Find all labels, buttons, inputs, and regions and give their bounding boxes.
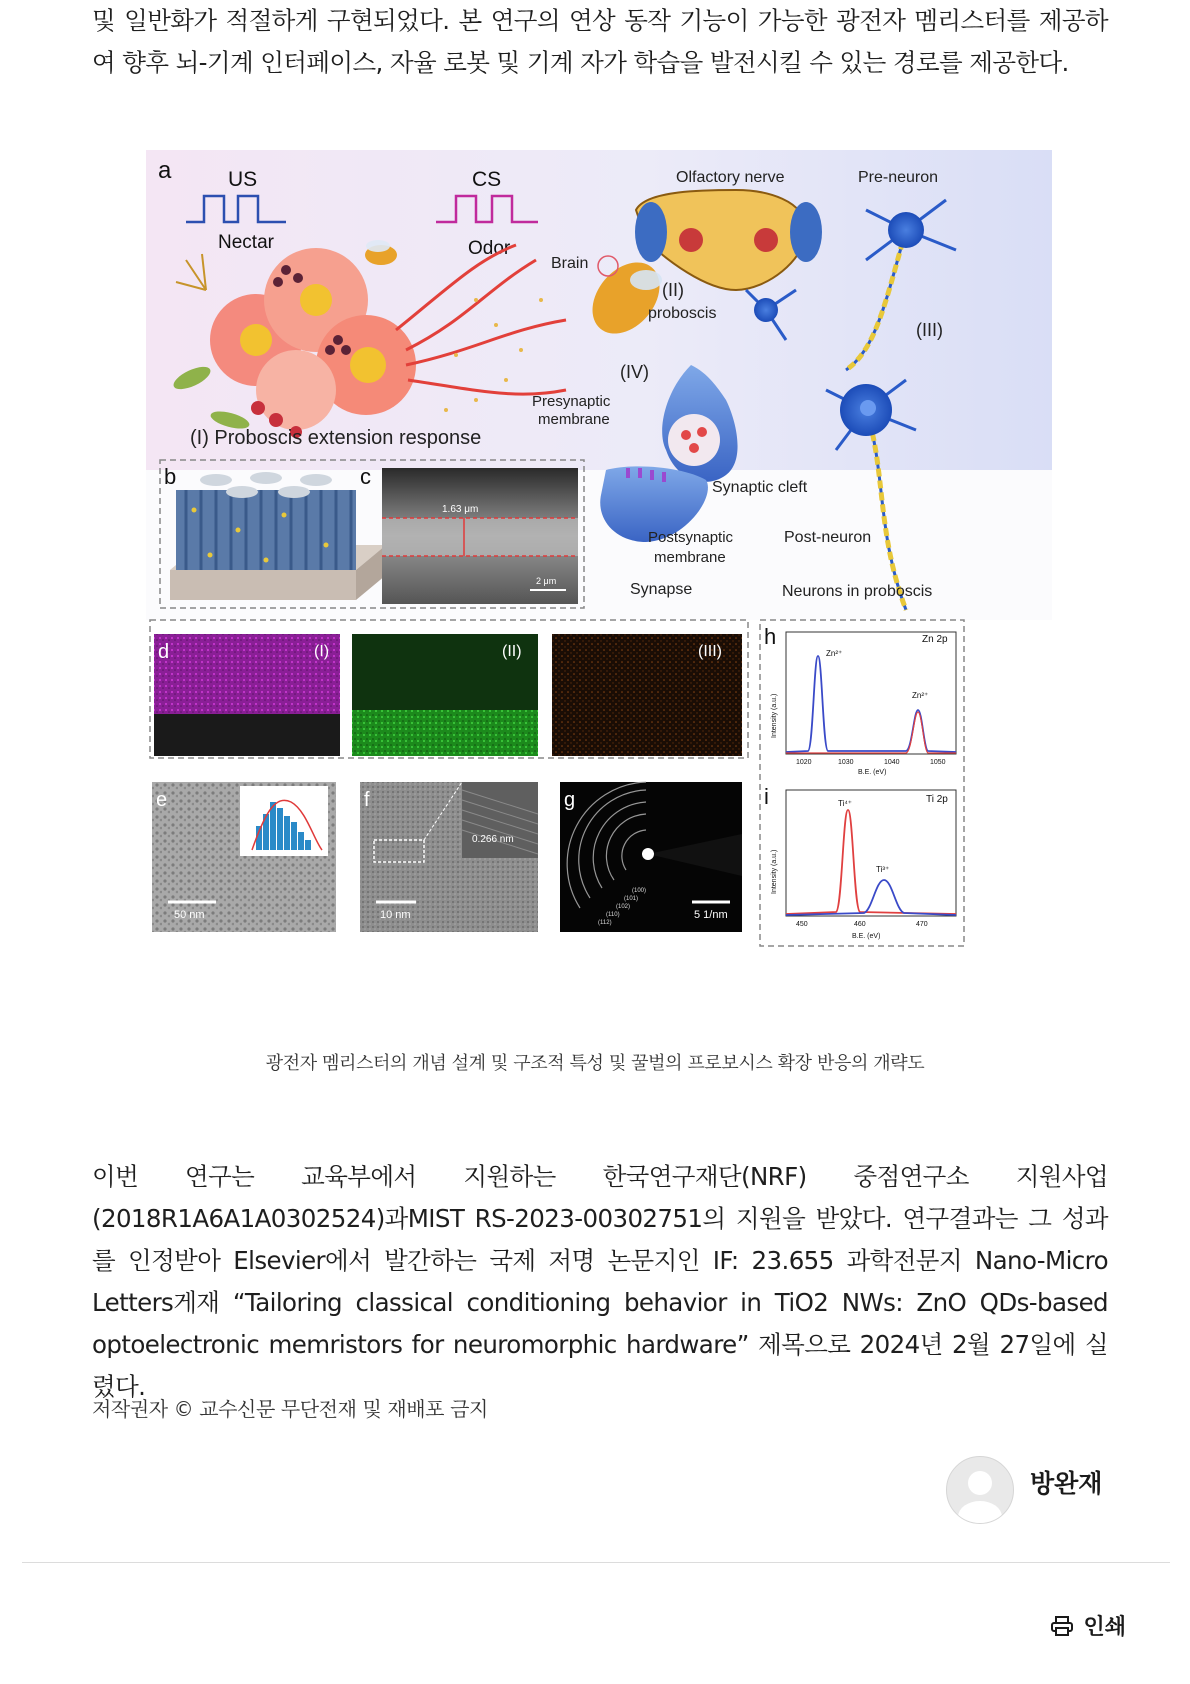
article-figure	[146, 150, 1052, 1016]
neurons-label: Neurons in proboscis	[782, 583, 933, 600]
cs-label: CS	[472, 168, 502, 191]
panel-c-letter: c	[360, 464, 371, 489]
figure-graphic	[146, 150, 1052, 1010]
postsynaptic-label-1: Postsynaptic	[648, 529, 734, 546]
us-label: US	[228, 168, 258, 191]
nectar-label: Nectar	[218, 232, 274, 253]
synapse-4-label: (IV)	[620, 362, 649, 382]
synapse-label: Synapse	[630, 581, 693, 598]
xps-i-peak-1: Ti⁴⁺	[838, 799, 853, 808]
edx-map-1	[154, 634, 340, 714]
printer-icon	[1051, 1616, 1073, 1636]
print-button[interactable]	[1051, 1610, 1126, 1641]
xps-i-xlabel: B.E. (eV)	[852, 933, 881, 940]
xps-i-tick-1: 450	[796, 921, 808, 928]
sem-thickness: 1.63 μm	[442, 504, 479, 515]
saed-ring-4: (110)	[606, 912, 620, 918]
edx-map-2-label: (II)	[502, 643, 522, 660]
postsynaptic-label-2: membrane	[654, 549, 726, 566]
panel-b-letter: b	[164, 464, 177, 489]
xps-i-peak-2: Ti³⁺	[876, 865, 890, 874]
xps-h-peak-2: Zn²⁺	[912, 691, 929, 700]
device-structure-illustration	[170, 472, 386, 600]
print-label: 인쇄	[1083, 1615, 1126, 1640]
xps-h-peak-1: Zn²⁺	[826, 649, 843, 658]
panel-e-letter: e	[156, 789, 168, 811]
panel-g-letter: g	[564, 789, 576, 811]
edx-map-1-label: (I)	[314, 643, 330, 660]
xps-i-tick-3: 470	[916, 921, 928, 928]
xps-h-ylabel: Intensity (a.u.)	[771, 693, 778, 738]
panel-i-letter: i	[764, 784, 769, 809]
per-label: (I) Proboscis extension response	[190, 427, 482, 449]
brain-label: Brain	[551, 255, 589, 272]
pre-neuron-label: Pre-neuron	[858, 169, 939, 186]
edx-map-2	[352, 710, 538, 756]
figure-caption: 광전자 멤리스터의 개념 설계 및 구조적 특성 및 꿀벌의 프로보시스 확장 반응의 개략도	[265, 1053, 925, 1074]
paragraph-text: 및 일반화가 적절하게 구현되었다. 본 연구의 연상 동작 기능이 가능한 광전자 멤리스터를 제공하여 향후 뇌-기계 인터페이스, 자율 로봇 및 기계 자가 학습을 발전시킬 수 있는 경로를 제공한다.	[92, 6, 1108, 77]
sem-scale: 2 μm	[536, 576, 557, 586]
xps-i-title: Ti 2p	[926, 794, 948, 805]
panel-a-letter: a	[158, 157, 172, 184]
paragraph-text: 이번 연구는 교육부에서 지원하는 한국연구재단(NRF) 중점연구소 지원사업(2018R1A6A1A0302524)과MIST RS-2023-00302751의 지원을 받았다. 연구결과는 그 성과를 인정받아 Elsevier에서 발간하는 국제 저명 논문지인 IF: 23.655 과학전문지 Nano-Micro Letters게재 “Tailoring classical conditioning behavior in TiO2 NWs: ZnO QDs-based optoelectronic memristors for neuromorphic hardware” 제목으로 2024년 2월 27일에 실렸다.	[92, 1162, 1108, 1401]
author-name[interactable]: 방완재	[1030, 1469, 1103, 1498]
saed-ring-5: (112)	[598, 920, 612, 926]
tem-e-scale: 50 nm	[174, 909, 205, 921]
saed-ring-1: (100)	[632, 888, 647, 894]
article-paragraph-top	[92, 0, 1108, 84]
saed-ring-2: (101)	[624, 896, 639, 902]
neuron-3-label: (III)	[916, 320, 943, 340]
xps-h-tick-2: 1030	[838, 759, 854, 766]
divider	[22, 1562, 1170, 1563]
xps-i-ylabel: Intensity (a.u.)	[771, 849, 778, 894]
tem-f-spacing: 0.266 nm	[472, 834, 514, 845]
proboscis-number: (II)	[662, 280, 684, 300]
saed-scale: 5 1/nm	[694, 909, 728, 921]
presynaptic-label-1: Presynaptic	[532, 393, 611, 410]
user-icon	[947, 1457, 1013, 1523]
xps-h-xlabel: B.E. (eV)	[858, 769, 887, 776]
edx-map-3-label: (III)	[698, 643, 722, 660]
xps-h-tick-3: 1040	[884, 759, 900, 766]
xps-h-title: Zn 2p	[922, 634, 948, 645]
post-neuron-label: Post-neuron	[784, 529, 872, 546]
synaptic-cleft-label: Synaptic cleft	[712, 479, 808, 496]
proboscis-label: proboscis	[648, 305, 717, 322]
saed-ring-3: (102)	[616, 904, 631, 910]
xps-h-tick-4: 1050	[930, 759, 946, 766]
panel-h-letter: h	[764, 624, 777, 649]
presynaptic-label-2: membrane	[538, 411, 610, 428]
panel-d-letter: d	[158, 641, 170, 663]
article-paragraph-bottom	[92, 1156, 1108, 1408]
tem-f-scale: 10 nm	[380, 909, 411, 921]
avatar[interactable]	[946, 1456, 1014, 1524]
odor-label: Odor	[468, 238, 511, 259]
panel-f-letter: f	[364, 789, 370, 811]
xps-i-curve	[786, 810, 956, 914]
xps-i-tick-2: 460	[854, 921, 866, 928]
copyright-notice: 저작권자 © 교수신문 무단전재 및 재배포 금지	[92, 1397, 488, 1421]
olfactory-label: Olfactory nerve	[676, 169, 785, 186]
xps-h-tick-1: 1020	[796, 759, 812, 766]
xps-h-curve	[786, 656, 956, 752]
author-byline[interactable]	[946, 1456, 1102, 1524]
